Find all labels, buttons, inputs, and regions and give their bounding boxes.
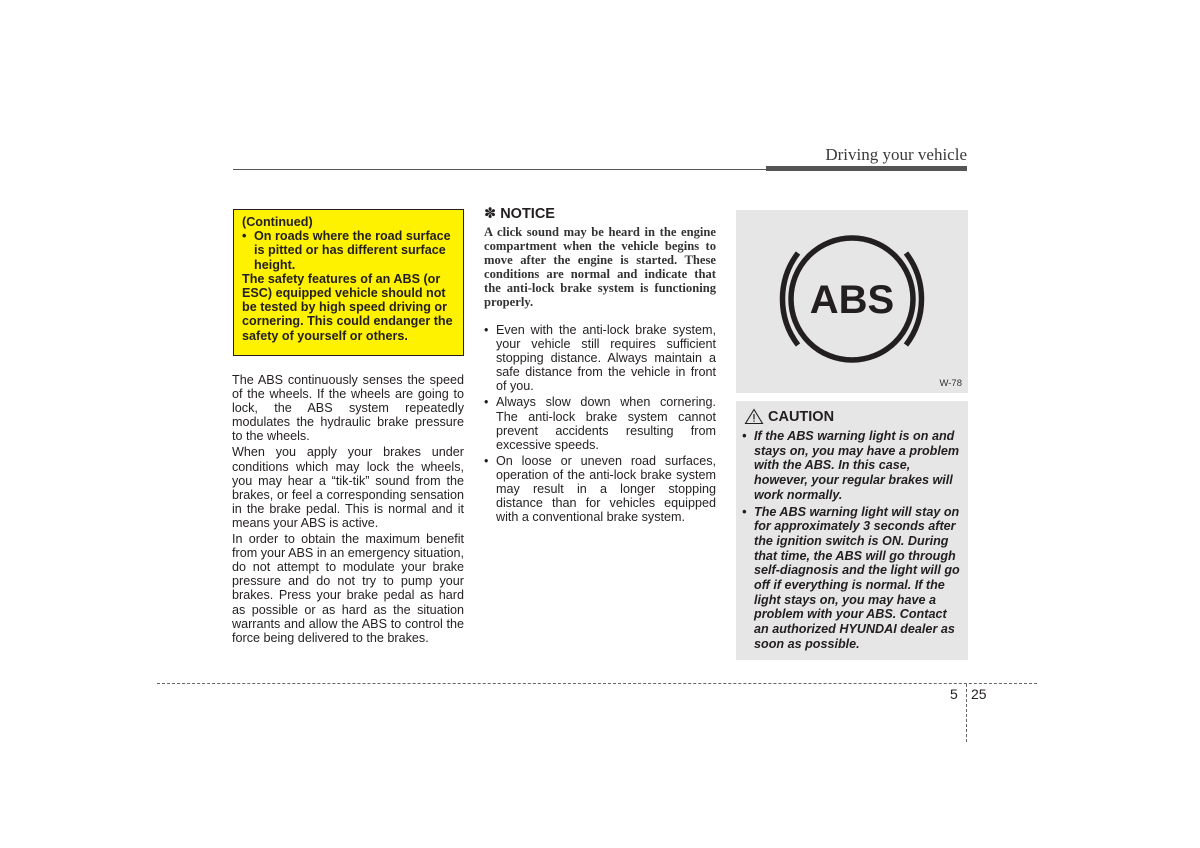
bullet-dot: •: [484, 323, 489, 337]
paragraph: When you apply your brakes under conditions which may lock the wheels, you may hear a “tik-tik” sound from the brakes, or feel a corresponding sensation in the brake pedal. This is normal and it means your ABS is active.: [232, 445, 464, 530]
list-item-text: Always slow down when cornering. The anti-lock brake system cannot prevent accidents resulting from excessive speeds.: [496, 395, 716, 452]
list-item-text: On loose or uneven road surfaces, operation of the anti-lock brake system may result in a longer stopping distance than for vehicles equipped with a conventional brake system.: [496, 453, 716, 525]
notice-text: A click sound may be heard in the engine compartment when the vehicle begins to move after the engine is started. These conditions are normal and indicate that the anti-lock brake system is functioning properly.: [484, 225, 716, 309]
warning-triangle-icon: [744, 408, 764, 425]
list-item-text: The ABS warning light will stay on for approximately 3 seconds after the ignition switch is ON. During that time, the ABS will go through self-diagnosis and the light will go off if everything is normal. If the light stays on, you may have a problem with your ABS. Contact an authorized HYUNDAI dealer as soon as possible.: [754, 504, 960, 651]
bullet-dot: •: [742, 504, 747, 519]
chapter-number: 5: [950, 686, 958, 702]
abs-warning-light-icon: [736, 210, 968, 393]
bullet-dot: •: [484, 453, 489, 468]
abs-icon-label: ABS: [809, 278, 895, 322]
list-item: [484, 395, 716, 451]
caution-box: [736, 401, 968, 660]
notice-heading: [484, 206, 555, 222]
caution-heading: [744, 408, 834, 425]
list-item: [484, 454, 716, 524]
section-title: Driving your vehicle: [825, 145, 967, 164]
list-item: [484, 323, 716, 393]
continued-label: (Continued): [242, 215, 313, 229]
page-number: 25: [971, 686, 987, 702]
list-item: [742, 505, 962, 652]
paragraph: In order to obtain the maximum benefit from your ABS in an emergency situation, do not attempt to modulate your brake pressure and do not try to pump your brakes. Press your brake pedal as hard as possible or as hard as the situation warrants and allow the ABS to control the force being delivered to the brakes.: [232, 532, 464, 645]
footer-divider: [966, 684, 967, 742]
bullet-dot: •: [484, 395, 489, 410]
header-tab: [766, 166, 967, 171]
list-item-text: If the ABS warning light is on and stays on, you may have a problem with the ABS. In this case, however, your regular brakes will work normally.: [754, 429, 960, 502]
abs-tips-list: [484, 323, 716, 526]
highlight-bullet-text: On roads where the road surface is pitted or has different surface height.: [254, 229, 451, 272]
paragraph: The ABS continuously senses the speed of the wheels. If the wheels are going to lock, the ABS system repeatedly modulates the hydraulic brake pressure to the wheels.: [232, 373, 464, 444]
footer-rule: [157, 683, 1037, 684]
abs-description: [232, 373, 464, 647]
notice-asterisk-icon: ✽: [484, 206, 497, 222]
caution-title: CAUTION: [768, 408, 835, 425]
list-item: [742, 429, 962, 503]
abs-figure: [736, 210, 968, 393]
list-item-text: Even with the anti-lock brake system, your vehicle still requires sufficient stopping distance. Always maintain a safe distance from the vehicle in front of you.: [496, 323, 716, 394]
highlight-bullet: [242, 229, 463, 272]
bullet-dot: •: [742, 429, 747, 443]
figure-code: W-78: [939, 378, 962, 389]
caution-list: [742, 429, 962, 654]
highlight-warning-text: The safety features of an ABS (or ESC) equipped vehicle should not be tested by high speed driving or cornering. This could endanger the safety of yourself or others.: [242, 271, 453, 343]
notice-title: NOTICE: [500, 206, 555, 222]
continued-highlight-box: [233, 209, 464, 356]
bullet-dot: •: [242, 229, 247, 244]
